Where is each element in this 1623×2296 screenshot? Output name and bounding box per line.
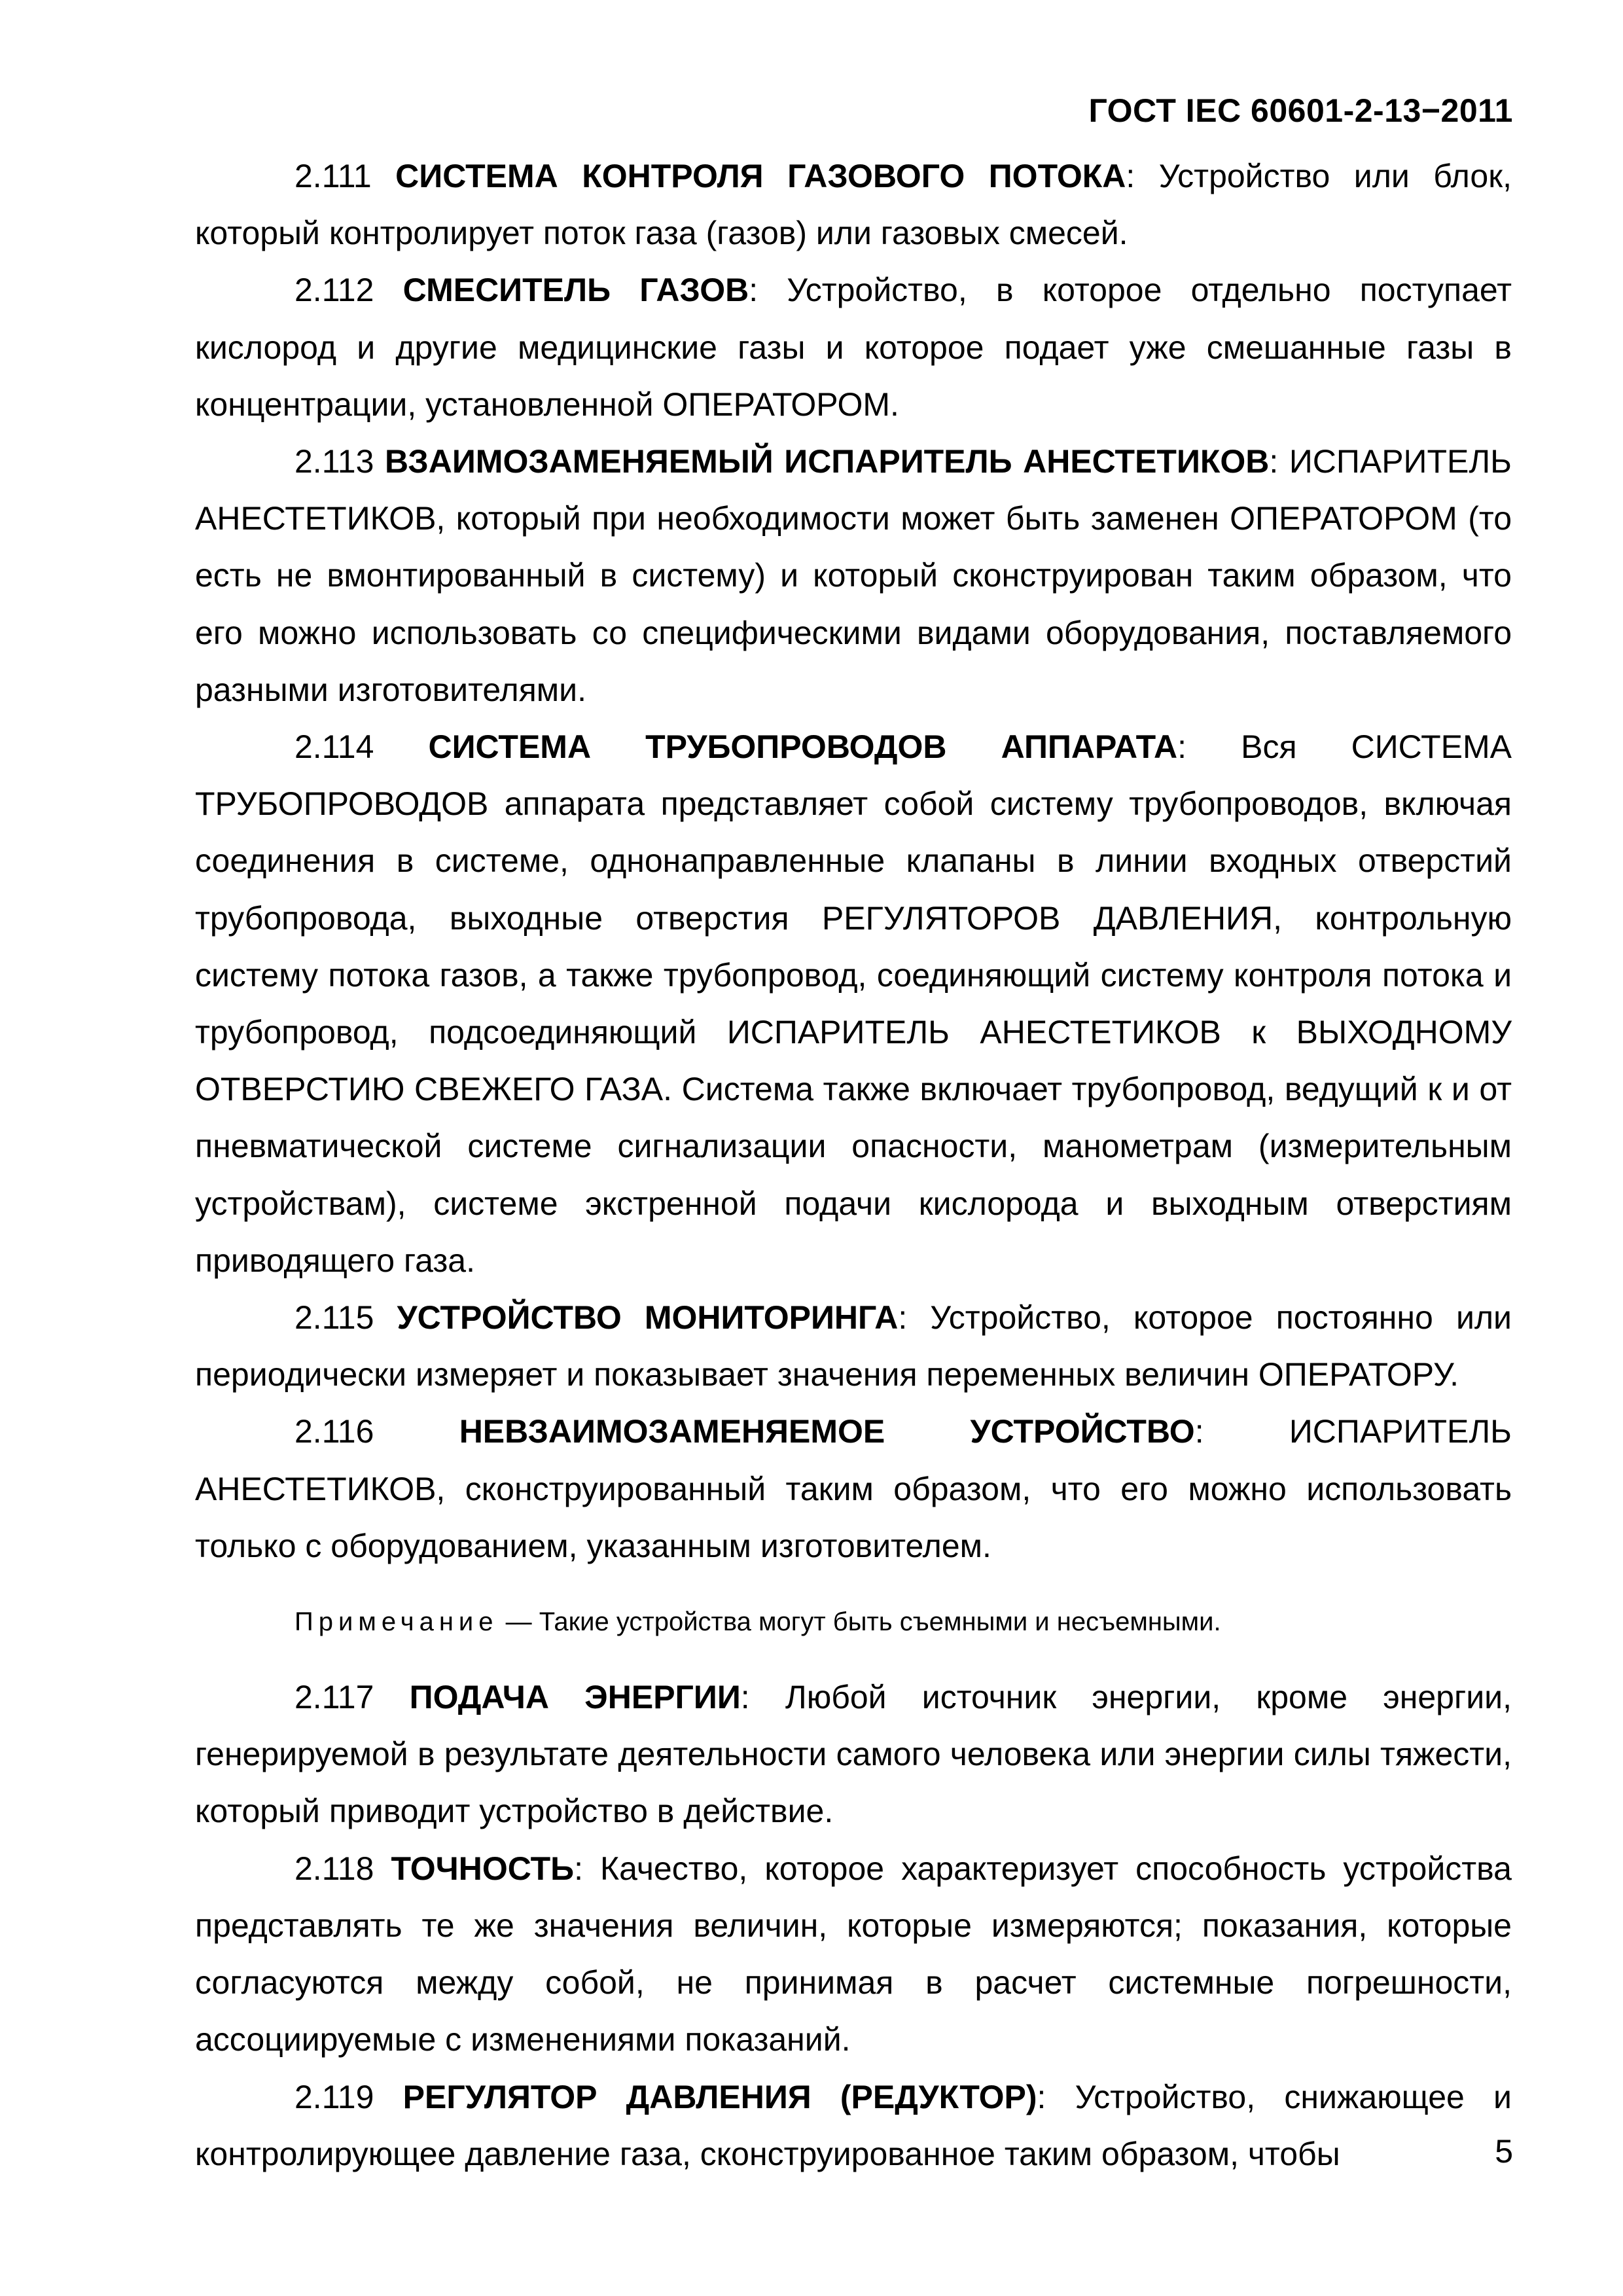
entry-number: 2.112 bbox=[294, 272, 374, 309]
entry-definition: : ИСПАРИТЕЛЬ АНЕСТЕТИКОВ, который при необходимости может быть заменен ОПЕРАТОРОМ (то есть не вмонтированный в систему) и который сконструирован таким образом, что его можно использовать со специфическими видами оборудования, поставляемого разными изготовителями. bbox=[195, 443, 1512, 708]
entry-term: СИСТЕМА ТРУБОПРОВОДОВ АППАРАТА bbox=[428, 728, 1178, 766]
entry-definition: : ИСПАРИТЕЛЬ АНЕСТЕТИКОВ, сконструированный таким образом, что его можно использовать только с оборудованием, указанным изготовителем. bbox=[195, 1413, 1512, 1564]
definition-entry-2-118 bbox=[195, 1840, 1512, 2069]
entry-definition: : Устройство, в которое отдельно поступает кислород и другие медицинские газы и которое подает уже смешанные газы в концентрации, установленной ОПЕРАТОРОМ. bbox=[195, 272, 1512, 423]
document-body bbox=[195, 148, 1512, 2183]
entry-term: ВЗАИМОЗАМЕНЯЕМЫЙ ИСПАРИТЕЛЬ АНЕСТЕТИКОВ bbox=[384, 443, 1270, 480]
entry-number: 2.118 bbox=[294, 1850, 374, 1887]
entry-number: 2.114 bbox=[294, 728, 374, 766]
definition-entry-2-116 bbox=[195, 1403, 1512, 1575]
entry-term: НЕВЗАИМОЗАМЕНЯЕМОЕ УСТРОЙСТВО bbox=[459, 1413, 1195, 1450]
note-text: — Такие устройства могут быть съемными и несъемными. bbox=[498, 1607, 1221, 1637]
standard-header: ГОСТ IEC 60601-2-13−2011 bbox=[1088, 92, 1513, 129]
entry-term: УСТРОЙСТВО МОНИТОРИНГА bbox=[397, 1299, 899, 1336]
entry-term: СМЕСИТЕЛЬ ГАЗОВ bbox=[402, 272, 749, 309]
definition-entry-2-111 bbox=[195, 148, 1512, 262]
entry-definition: : Устройство, снижающее и контролирующее давление газа, сконструированное таким образом, чтобы bbox=[195, 2078, 1512, 2172]
entry-number: 2.113 bbox=[294, 443, 374, 480]
entry-number: 2.119 bbox=[294, 2078, 374, 2115]
entry-definition: : Устройство или блок, который контролирует поток газа (газов) или газовых смесей. bbox=[195, 158, 1512, 252]
entry-number: 2.116 bbox=[294, 1413, 374, 1450]
entry-number: 2.115 bbox=[294, 1299, 374, 1336]
entry-definition: : Вся СИСТЕМА ТРУБОПРОВОДОВ аппарата представляет собой систему трубопроводов, включая соединения в системе, однонаправленные клапаны в линии входных отверстий трубопровода, выходные отверстия РЕГУЛЯТОРОВ ДАВЛЕНИЯ, контрольную систему потока газов, а также трубопровод, соединяющий систему контроля потока и трубопровод, подсоединяющий ИСПАРИТЕЛЬ АНЕСТЕТИКОВ к ВЫХОДНОМУ ОТВЕРСТИЮ СВЕЖЕГО ГАЗА. Система также включает трубопровод, ведущий к и от пневматической системе сигнализации опасности, манометрам (измерительным устройствам), системе экстренной подачи кислорода и выходным отверстиям приводящего газа. bbox=[195, 728, 1512, 1279]
definition-entry-2-117 bbox=[195, 1669, 1512, 1840]
entry-term: СИСТЕМА КОНТРОЛЯ ГАЗОВОГО ПОТОКА bbox=[395, 158, 1126, 194]
entry-definition: : Любой источник энергии, кроме энергии, генерируемой в результате деятельности самого человека или энергии силы тяжести, который приводит устройство в действие. bbox=[195, 1679, 1512, 1830]
entry-number: 2.111 bbox=[294, 158, 372, 194]
entry-term: РЕГУЛЯТОР ДАВЛЕНИЯ (РЕДУКТОР) bbox=[402, 2078, 1037, 2115]
definition-entry-2-115 bbox=[195, 1289, 1512, 1403]
page-number: 5 bbox=[1495, 2133, 1513, 2170]
definition-entry-2-114 bbox=[195, 719, 1512, 1289]
entry-number: 2.117 bbox=[294, 1679, 374, 1716]
note-label: Примечание bbox=[294, 1607, 499, 1637]
entry-term: ТОЧНОСТЬ bbox=[391, 1850, 575, 1887]
entry-definition: : Качество, которое характеризует способность устройства представлять те же значения величин, которые измеряются; показания, которые согласуются между собой, не принимая в расчет системные погрешности, ассоциируемые с изменениями показаний. bbox=[195, 1850, 1512, 2058]
definition-entry-2-119 bbox=[195, 2069, 1512, 2183]
definition-entry-2-112 bbox=[195, 262, 1512, 433]
note bbox=[195, 1602, 1512, 1641]
definition-entry-2-113 bbox=[195, 433, 1512, 719]
entry-definition: : Устройство, которое постоянно или периодически измеряет и показывает значения переменных величин ОПЕРАТОРУ. bbox=[195, 1299, 1512, 1393]
entry-term: ПОДАЧА ЭНЕРГИИ bbox=[409, 1679, 741, 1716]
